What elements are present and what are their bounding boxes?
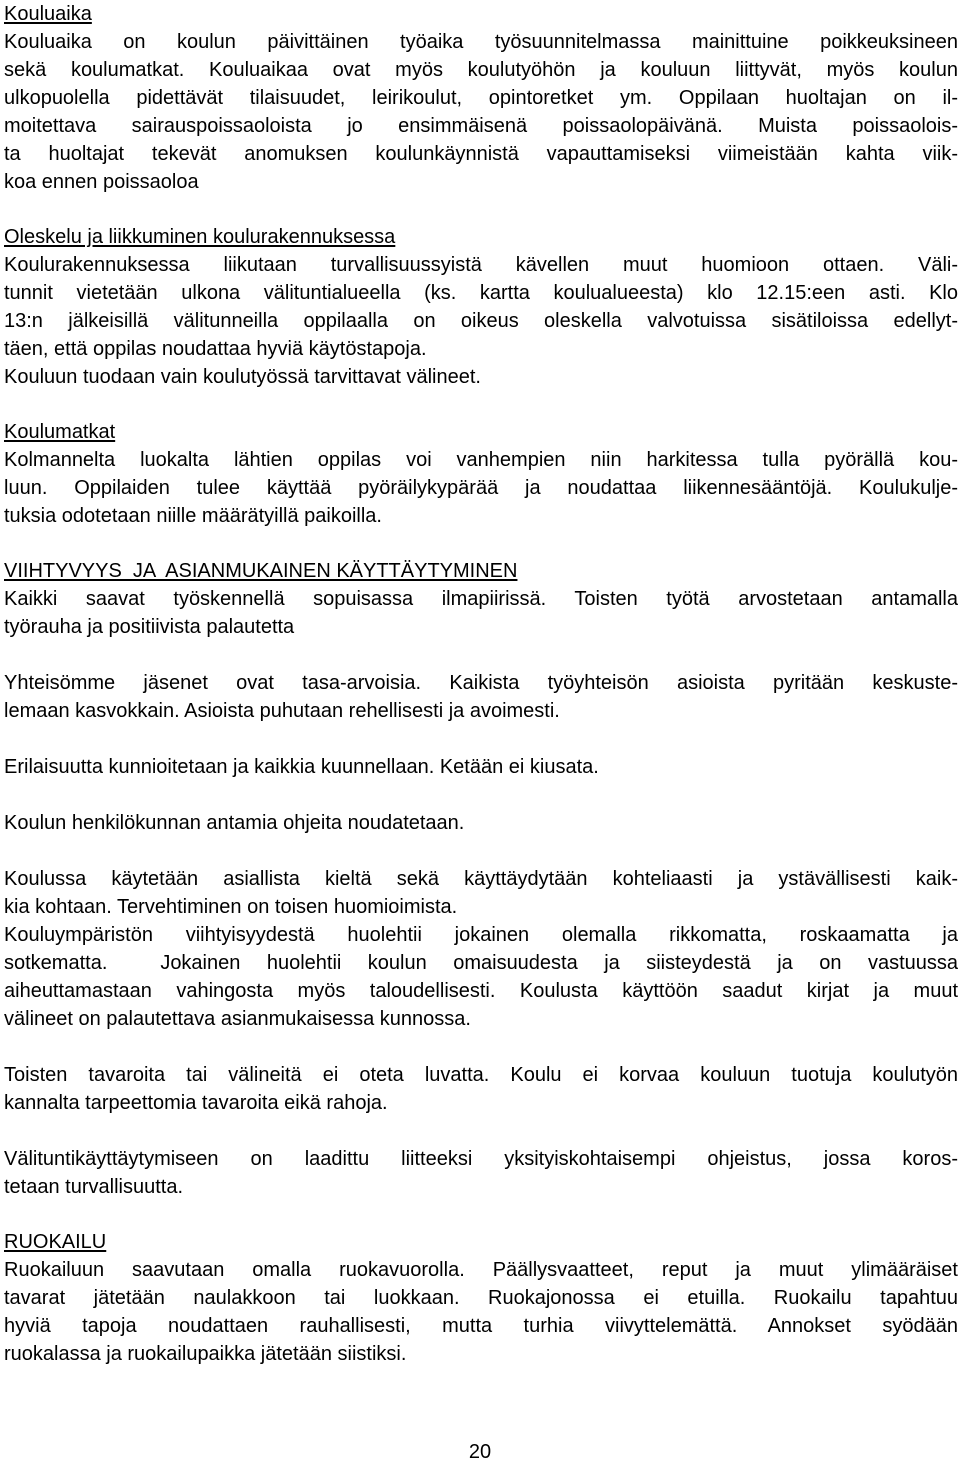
text-line: Toisten tavaroita tai välineitä ei oteta luvatta. Koulu ei korvaa kouluun tuotuja koulutyön [4,1064,958,1086]
text-line: välineet on palautettava asianmukaisessa kunnossa. [4,1008,471,1030]
section-heading: Koulumatkat [4,421,116,443]
text-line: tunnit vietetään ulkona välituntialueella (ks. kartta koulualueesta) klo 12.15:een asti. Klo [4,282,958,304]
page-number: 20 [468,1441,492,1463]
text-line: luun. Oppilaiden tulee käyttää pyöräilykypärää ja noudattaa liikennesääntöjä. Koulukulje- [4,477,958,499]
text-line: Kouluympäristön viihtyisyydestä huolehtii jokainen olemalla rikkomatta, roskaamatta ja [4,924,958,946]
text-line: kia kohtaan. Tervehtiminen on toisen huomioimista. [4,896,458,918]
section-heading: VIIHTYVYYS JA ASIANMUKAINEN KÄYTTÄYTYMINEN [4,560,518,582]
text-line: hyviä tapoja noudattaen rauhallisesti, mutta turhia viivyttelemättä. Annokset syödään [4,1315,958,1337]
text-line: sekä koulumatkat. Kouluaikaa ovat myös koulutyöhön ja kouluun liittyvät, myös koulun [4,59,958,81]
text-line: 13:n jälkeisillä välitunneilla oppilaalla on oikeus oleskella valvotuissa sisätiloissa edellyt- [4,310,958,332]
text-line: Erilaisuutta kunnioitetaan ja kaikkia kuunnellaan. Ketään ei kiusata. [4,756,599,778]
text-line: tuksia odotetaan niille määrätyillä paikoilla. [4,505,382,527]
text-line: Ruokailuun saavutaan omalla ruokavuorolla. Päällysvaatteet, reput ja muut ylimääräiset [4,1259,958,1281]
text-line: tetaan turvallisuutta. [4,1176,183,1198]
text-line: moitettava sairauspoissaoloista jo ensimmäisenä poissaolopäivänä. Muista poissaolois- [4,115,958,137]
text-line: tavarat jätetään naulakkoon tai luokkaan. Ruokajonossa ei etuilla. Ruokailu tapahtuu [4,1287,958,1309]
text-line: sotkematta. Jokainen huolehtii koulun omaisuudesta ja siisteydestä ja on vastuussa [4,952,958,974]
section-heading: Kouluaika [4,3,92,25]
text-line: Koulurakennuksessa liikutaan turvallisuussyistä kävellen muut huomioon ottaen. Väli- [4,254,958,276]
text-line: Kaikki saavat työskennellä sopuisassa ilmapiirissä. Toisten työtä arvostetaan antamalla [4,588,958,610]
text-line: Kouluaika on koulun päivittäinen työaika työsuunnitelmassa mainittuine poikkeuksineen [4,31,958,53]
text-line: Yhteisömme jäsenet ovat tasa-arvoisia. Kaikista työyhteisön asioista pyritään keskuste- [4,672,958,694]
text-line: Kouluun tuodaan vain koulutyössä tarvittavat välineet. [4,366,481,388]
text-line: Kolmannelta luokalta lähtien oppilas voi vanhempien niin harkitessa tulla pyörällä kou- [4,449,958,471]
text-line: Koulun henkilökunnan antamia ohjeita noudatetaan. [4,812,465,834]
text-line: ulkopuolella pidettävät tilaisuudet, leirikoulut, opintoretket ym. Oppilaan huoltajan on il- [4,87,958,109]
text-line: Välituntikäyttäytymiseen on laadittu liitteeksi yksityiskohtaisempi ohjeistus, jossa koros- [4,1148,958,1170]
text-line: kannalta tarpeettomia tavaroita eikä rahoja. [4,1092,388,1114]
text-line: työrauha ja positiivista palautetta [4,616,295,638]
text-line: täen, että oppilas noudattaa hyviä käytöstapoja. [4,338,427,360]
text-line: koa ennen poissaoloa [4,171,199,193]
text-line: lemaan kasvokkain. Asioista puhutaan rehellisesti ja avoimesti. [4,700,560,722]
text-line: ruokalassa ja ruokailupaikka jätetään siistiksi. [4,1343,407,1365]
section-heading: RUOKAILU [4,1231,107,1253]
text-line: aiheuttamastaan vahingosta myös taloudellisesti. Koulusta käyttöön saadut kirjat ja muut [4,980,958,1002]
text-line: ta huoltajat tekevät anomuksen koulunkäynnistä vapauttamiseksi viimeistään kahta viik- [4,143,958,165]
section-heading: Oleskelu ja liikkuminen koulurakennuksessa [4,226,396,248]
text-line: Koulussa käytetään asiallista kieltä sekä käyttäydytään kohteliaasti ja ystävällisesti kaik- [4,868,958,890]
